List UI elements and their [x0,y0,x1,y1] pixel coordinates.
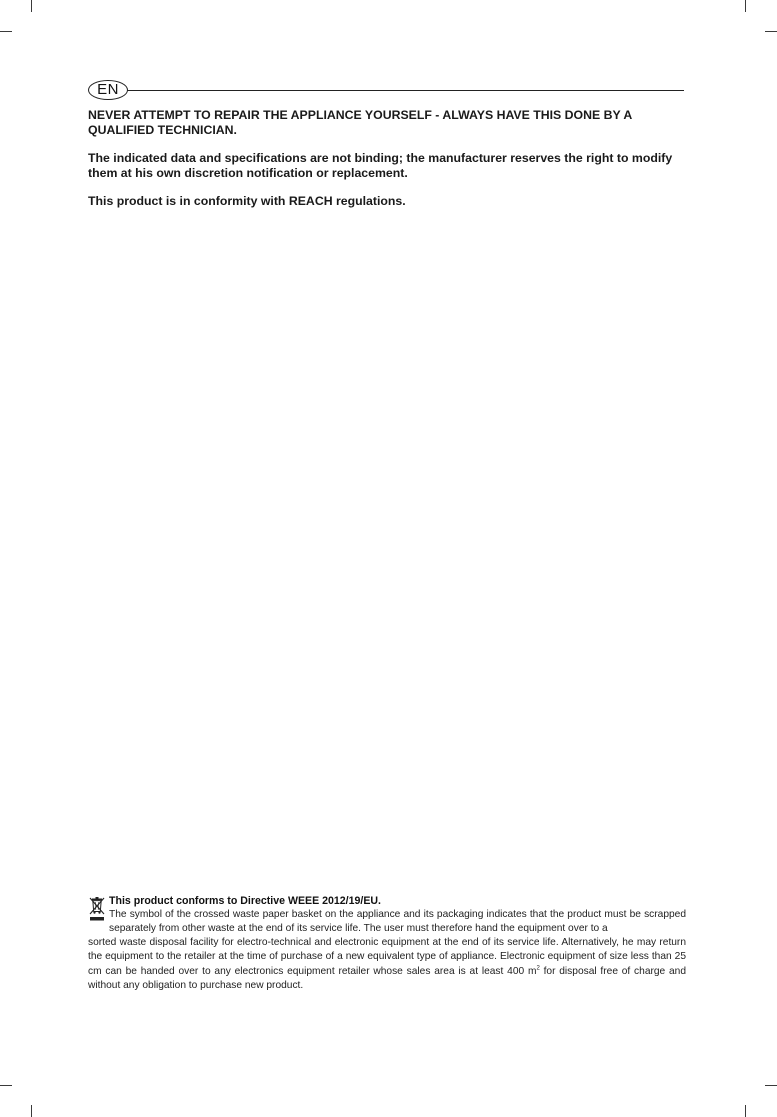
weee-body-rest [88,936,686,993]
language-header [88,80,684,102]
reach-notice: This product is in conformity with REACH regulations. [88,194,406,208]
header-rule [127,90,684,91]
crossed-out-wheelie-bin-icon [88,896,106,922]
specifications-notice: The indicated data and specifications are not binding; the manufacturer reserves the right to modify them at his own discretion notification or replacement. [88,151,673,180]
weee-body-lead: The symbol of the crossed waste paper basket on the appliance and its packaging indicates that the product must be scrapped separately from other waste at the end of its service life. The user must therefore hand the equipment over to a [109,908,686,934]
weee-notice [88,895,686,993]
crop-mark-top-left-h [0,31,12,32]
repair-warning: NEVER ATTEMPT TO REPAIR THE APPLIANCE YOURSELF - ALWAYS HAVE THIS DONE BY A QUALIFIED TECHNICIAN. [88,108,632,137]
weee-title: This product conforms to Directive WEEE 2012/19/EU. [109,895,381,907]
square-meter-superscript: 2 [536,965,540,972]
crop-mark-bottom-left-h [0,1085,12,1086]
crop-mark-top-right-h [765,31,777,32]
language-badge: EN [88,80,128,100]
crop-mark-bottom-right-h [765,1085,777,1086]
weee-body-rest-text: sorted waste disposal facility for electro-technical and electronic equipment at the end of its service life. Alternatively, he may return the equipment to the retailer at the time of purchase of a new equivalent type of appliance. Electronic equipment of size less than 25 cm can be handed over to any electronics equipment retailer whose sales area is at least 400 m [88,937,686,977]
crop-mark-bottom-right [745,1105,746,1117]
warnings-section [88,108,686,209]
weee-body-rest-tail: for disposal free of charge and without any obligation to purchase new product. [88,965,686,991]
crop-mark-bottom-left [31,1105,32,1117]
crop-mark-top-right [745,0,746,12]
crop-mark-top-left [31,0,32,12]
